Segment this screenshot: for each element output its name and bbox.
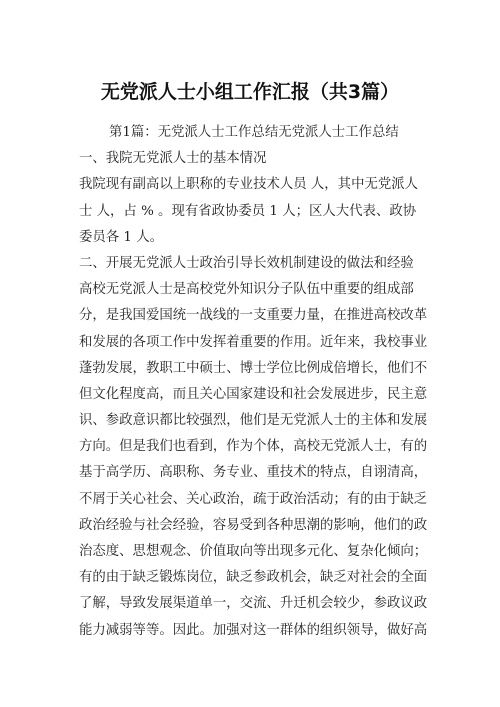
- body-line: 高校无党派人士是高校党外知识分子队伍中重要的组成部: [79, 282, 414, 298]
- body-line: 识、参政意识都比较强烈，他们是无党派人士的主体和发展: [79, 413, 428, 429]
- subsection-heading: 二、开展无党派人士政治引导长效机制建设的做法和经验: [79, 255, 414, 271]
- body-line: 政治经验与社会经验，容易受到各种思潮的影响，他们的政: [79, 517, 428, 533]
- subsection-heading: 一、我院无党派人士的基本情况: [79, 151, 267, 167]
- document-body: [79, 120, 429, 644]
- body-line: 蓬勃发展，教职工中硕士、博士学位比例成倍增长，他们不: [79, 360, 428, 376]
- body-line: 方向。但是我们也看到，作为个体，高校无党派人士，有的: [79, 439, 428, 455]
- body-line: 基于高学历、高职称、务专业、重技术的特点，自诩清高，: [79, 465, 428, 481]
- body-line: 但文化程度高，而且关心国家建设和社会发展进步，民主意: [79, 386, 428, 402]
- body-line: 士 人，占 % 。现有省政协委员 1 人；区人大代表、政协: [79, 203, 417, 219]
- body-line: 分，是我国爱国统一战线的一支重要力量，在推进高校改革: [79, 308, 428, 324]
- section-heading: 第1篇：无党派人士工作总结无党派人士工作总结: [109, 125, 399, 140]
- document-title: 无党派人士小组工作汇报（共3篇）: [100, 81, 400, 103]
- body-line: 能力减弱等等。因此。加强对这一群体的组织领导，做好高: [79, 622, 428, 638]
- body-line: 和发展的各项工作中发挥着重要的作用。近年来，我校事业: [79, 334, 428, 350]
- body-line: 委员各 1 人。: [79, 229, 163, 245]
- body-line: 我院现有副高以上职称的专业技术人员 人，其中无党派人: [79, 177, 419, 193]
- body-line: 了解，导致发展渠道单一，交流、升迁机会较少，参政议政: [79, 596, 428, 612]
- body-line: 不屑于关心社会、关心政治，疏于政治活动；有的由于缺乏: [79, 491, 428, 507]
- body-line: 治态度、思想观念、价值取向等出现多元化、复杂化倾向；: [79, 544, 428, 559]
- body-line: 有的由于缺乏锻炼岗位，缺乏参政机会，缺乏对社会的全面: [79, 570, 428, 586]
